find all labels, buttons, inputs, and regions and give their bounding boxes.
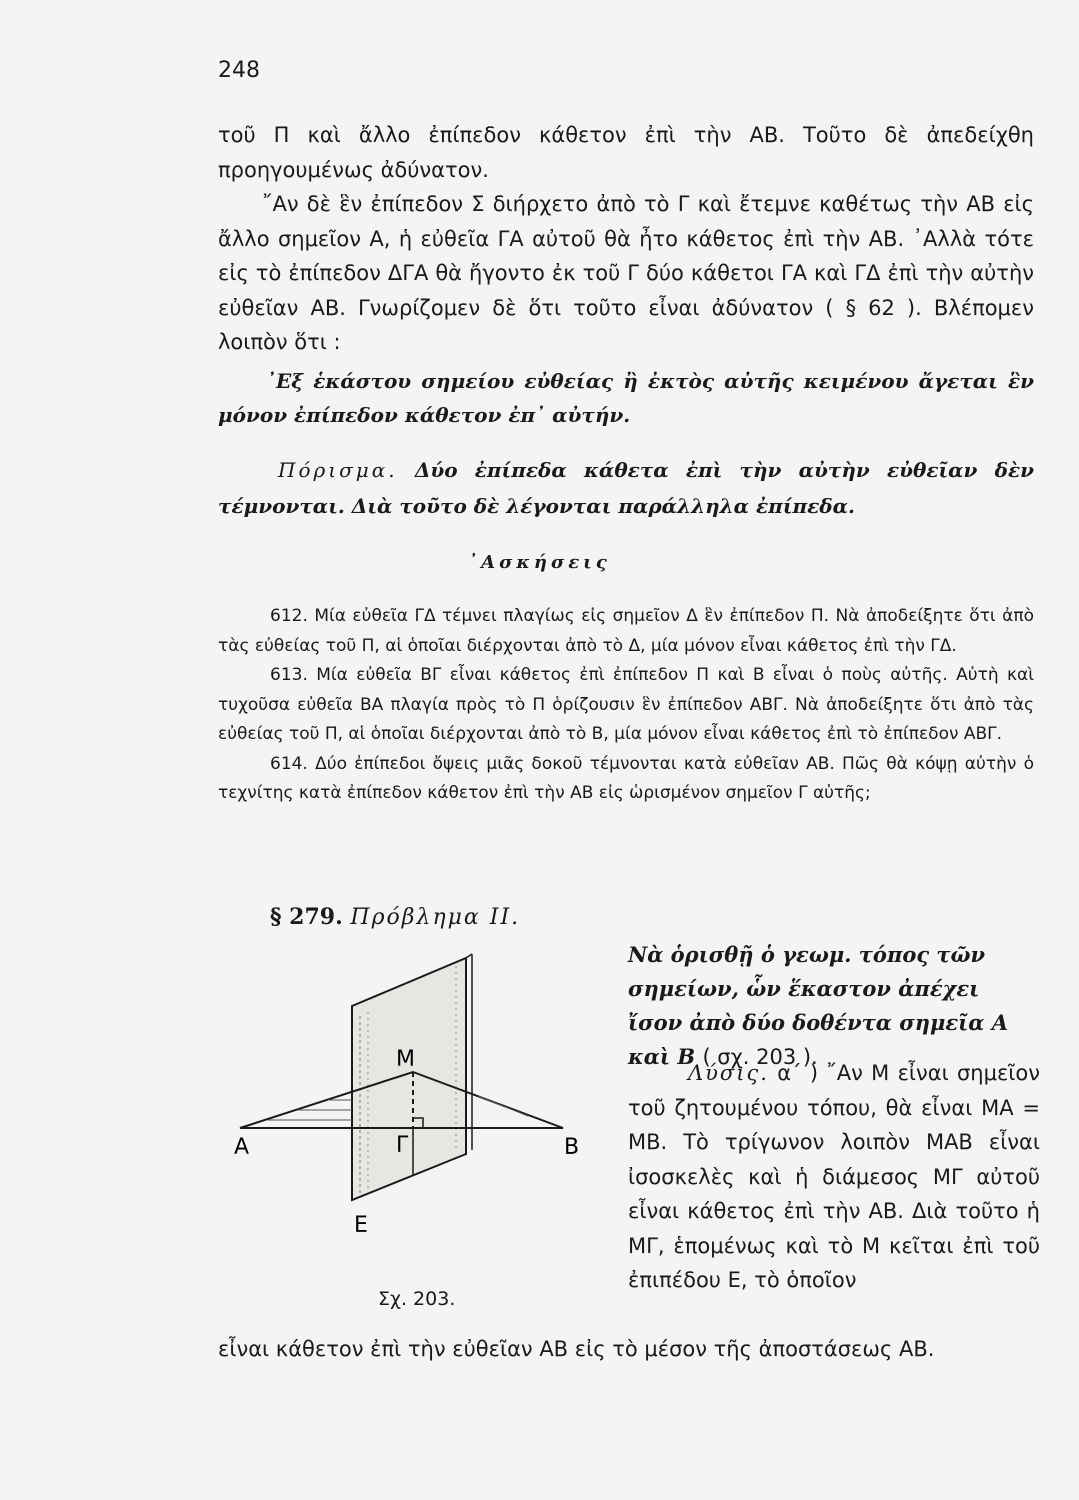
label-m: Μ [396,1047,415,1072]
solution-body: α΄ ) ῎Αν Μ εἶναι σημεῖον τοῦ ζητουμένου τόπου, θὰ εἶναι ΜΑ = ΜΒ. Τὸ τρίγωνον λοιπὸν ΜΑΒ εἶναι ἰσοσκελὲς καὶ ἡ διάμεσος ΜΓ αὐτοῦ εἶναι κάθετος ἐπὶ τὴν ΑΒ. Διὰ τοῦτο ἡ ΜΓ, ἑπομένως καὶ τὸ Μ κεῖται ἐπὶ τοῦ ἐπιπέδου Ε, τὸ ὁποῖον [628,1061,1040,1292]
label-a: Α [234,1135,250,1160]
figure-caption: Σχ. 203. [378,1288,456,1310]
porism-text: Δύο ἐπίπεδα κάθετα ἐπὶ τὴν αὐτὴν εὐθεῖαν δὲν τέμνονται. Διὰ τοῦτο δὲ λέγονται παράλληλα ἐπίπεδα. [218,458,1034,518]
page-number: 248 [218,58,260,83]
porism [218,452,1034,524]
paragraph-2: ῎Αν δὲ ἓν ἐπίπεδον Σ διήρχετο ἀπὸ τὸ Γ καὶ ἔτεμνε καθέτως τὴν ΑΒ εἰς ἄλλο σημεῖον Α, ἡ εὐθεῖα ΓΑ αὐτοῦ θὰ ἦτο κάθετος ἐπὶ τὴν ΑΒ. ᾿Αλλὰ τότε εἰς τὸ ἐπίπεδον ΔΓΑ θὰ ἤγοντο ἐκ τοῦ Γ δύο κάθετοι ΓΑ καὶ ΓΔ ἐπὶ τὴν αὐτὴν εὐθεῖαν ΑΒ. Γνωρίζομεν δὲ ὅτι τοῦτο εἶναι ἀδύνατον ( § 62 ). Βλέπομεν λοιπὸν ὅτι : [218,192,1034,354]
exercises-list [218,602,1034,809]
exercise-612: 612. Μία εὐθεῖα ΓΔ τέμνει πλαγίως εἰς σημεῖον Δ ἓν ἐπίπεδον Π. Νὰ ἀποδείξητε ὅτι ἀπὸ τὰς εὐθείας τοῦ Π, αἱ ὁποῖαι διέρχονται ἀπὸ τὸ Δ, μία μόνον εἶναι κάθετος ἐπὶ τὴν ΓΔ. [218,606,1034,656]
problem-label: Πρόβλημα ΙΙ. [350,905,521,930]
solution-label: Λύσις. [688,1061,769,1085]
problem-text: Νὰ ὁρισθῇ ὁ γεωμ. τόπος τῶν σημείων, ὧν ἕκαστον ἀπέχει ἴσον ἀπὸ δύο δοθέντα σημεῖα Α καὶ Β [628,942,1009,1069]
label-e: Ε [354,1213,368,1238]
exercise-614: 614. Δύο ἐπίπεδοι ὄψεις μιᾶς δοκοῦ τέμνονται κατὰ εὐθεῖαν ΑΒ. Πῶς θὰ κόψῃ αὐτὴν ὁ τεχνίτης κατὰ ἐπίπεδον κάθετον ἐπὶ τὴν ΑΒ εἰς ὡρισμένον σημεῖον Γ αὐτῆς; [218,753,1034,803]
body-text-block [218,118,1034,360]
plane-e-shape [352,958,466,1200]
plane-edge-top [466,954,472,958]
figure-203 [228,946,598,1276]
paragraph-1: τοῦ Π καὶ ἄλλο ἐπίπεδον κάθετον ἐπὶ τὴν ΑΒ. Τοῦτο δὲ ἀπεδείχθη προηγουμένως ἀδύνατον. [218,123,1034,182]
label-b: Β [564,1135,580,1160]
exercises-heading: ᾿Ασκήσεις [468,552,611,573]
problem-number: § 279. [270,904,343,930]
solution-text [628,1056,1040,1298]
theorem-statement: ᾿Εξ ἑκάστου σημείου εὐθείας ἢ ἐκτὸς αὐτῆς κειμένου ἄγεται ἓν μόνον ἐπίπεδον κάθετον ἐπ᾿ αὐτήν. [218,369,1034,427]
hatch-line [478,1096,528,1116]
problem-heading [270,904,520,930]
label-g: Γ [396,1133,409,1158]
closing-line: εἶναι κάθετον ἐπὶ τὴν εὐθεῖαν ΑΒ εἰς τὸ μέσον τῆς ἀποστάσεως ΑΒ. [218,1337,935,1361]
porism-label: Πόρισμα. [278,458,398,482]
problem-ref: ( σχ. 203 ). [702,1045,818,1069]
exercise-613: 613. Μία εὐθεῖα ΒΓ εἶναι κάθετος ἐπὶ ἐπίπεδον Π καὶ Β εἶναι ὁ ποὺς αὐτῆς. Αὐτὴ καὶ τυχοῦσα εὐθεῖα ΒΑ πλαγία πρὸς τὸ Π ὁρίζουσιν ἓν ἐπίπεδον ΑΒΓ. Νὰ ἀποδείξητε ὅτι ἀπὸ τὰς εὐθείας τοῦ Π, αἱ ὁποῖαι διέρχονται ἀπὸ τὸ Β, μία μόνον εἶναι κάθετος ἐπὶ τὸ ἐπίπεδον ΑΒΓ. [218,665,1034,744]
problem-statement [628,904,1040,1074]
